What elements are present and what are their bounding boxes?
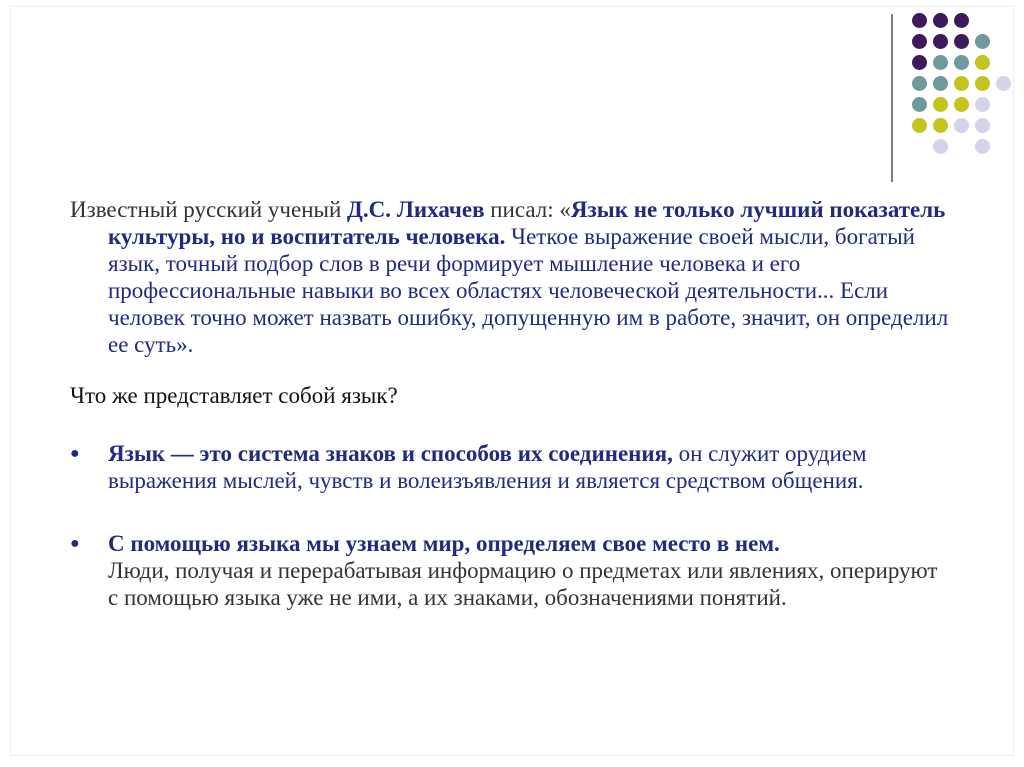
decorative-dot [933,55,948,70]
decorative-dot [975,118,990,133]
bullet-bold-text: С помощью языка мы узнаем мир, определяем свое место в нем. [108,531,780,556]
likhachev-quote [70,196,950,358]
decorative-dot [933,13,948,28]
decorative-dot [975,55,990,70]
decorative-dot [933,97,948,112]
bullet-rest-text: Люди, получая и перерабатывая информацию о предметах или явлениях, оперируют с помощью языка уже не ими, а их знаками, обозначениями понятий. [108,558,938,610]
decorative-dot [954,76,969,91]
bullet-bold-text: Язык — это система знаков и способов их соединения, [108,441,673,466]
question-text: Что же представляет собой язык? [70,383,398,408]
decorative-dot [954,118,969,133]
quote-author: Д.С. Лихачев [347,197,485,222]
decorative-dot [954,13,969,28]
decorative-dot [975,76,990,91]
slide-content [70,196,950,611]
quote-lead: Известный русский ученый [70,197,348,222]
decorative-dot [912,97,927,112]
decorative-dot [975,97,990,112]
decorative-dot [933,76,948,91]
decorative-dot [975,139,990,154]
bullet-rest-text: он служит орудием выражения мыслей, чувств и волеизъявления и является средством общения. [108,441,867,493]
decorative-dot [954,97,969,112]
decorative-dot [912,34,927,49]
decorative-dot [912,13,927,28]
decorative-dot [933,139,948,154]
decorative-vertical-line [891,14,893,182]
bullet-item-language-world [70,530,950,611]
quote-rest: Четкое выражение своей мысли, богатый язык, точный подбор слов в речи формирует мышление человека и его профессиональные навыки во всех областях человеческой деятельности... Если человек точно может назвать ошибку, допущенную им в работе, значит, он определил ее суть». [108,224,949,357]
quote-bold: Язык не только лучший показатель культуры, но и воспитатель человека. [108,197,946,249]
decorative-dot [975,34,990,49]
decorative-dot [954,34,969,49]
decorative-dot [912,55,927,70]
decorative-dot [933,34,948,49]
decorative-dot [933,118,948,133]
decorative-dot [912,118,927,133]
decorative-dot [954,55,969,70]
bullet-icon: ● [70,445,80,462]
bullet-icon: ● [70,535,80,552]
quote-said: писал: « [484,197,571,222]
decorative-dot [912,76,927,91]
bullet-item-language-definition [70,440,950,494]
decorative-dot [996,76,1011,91]
